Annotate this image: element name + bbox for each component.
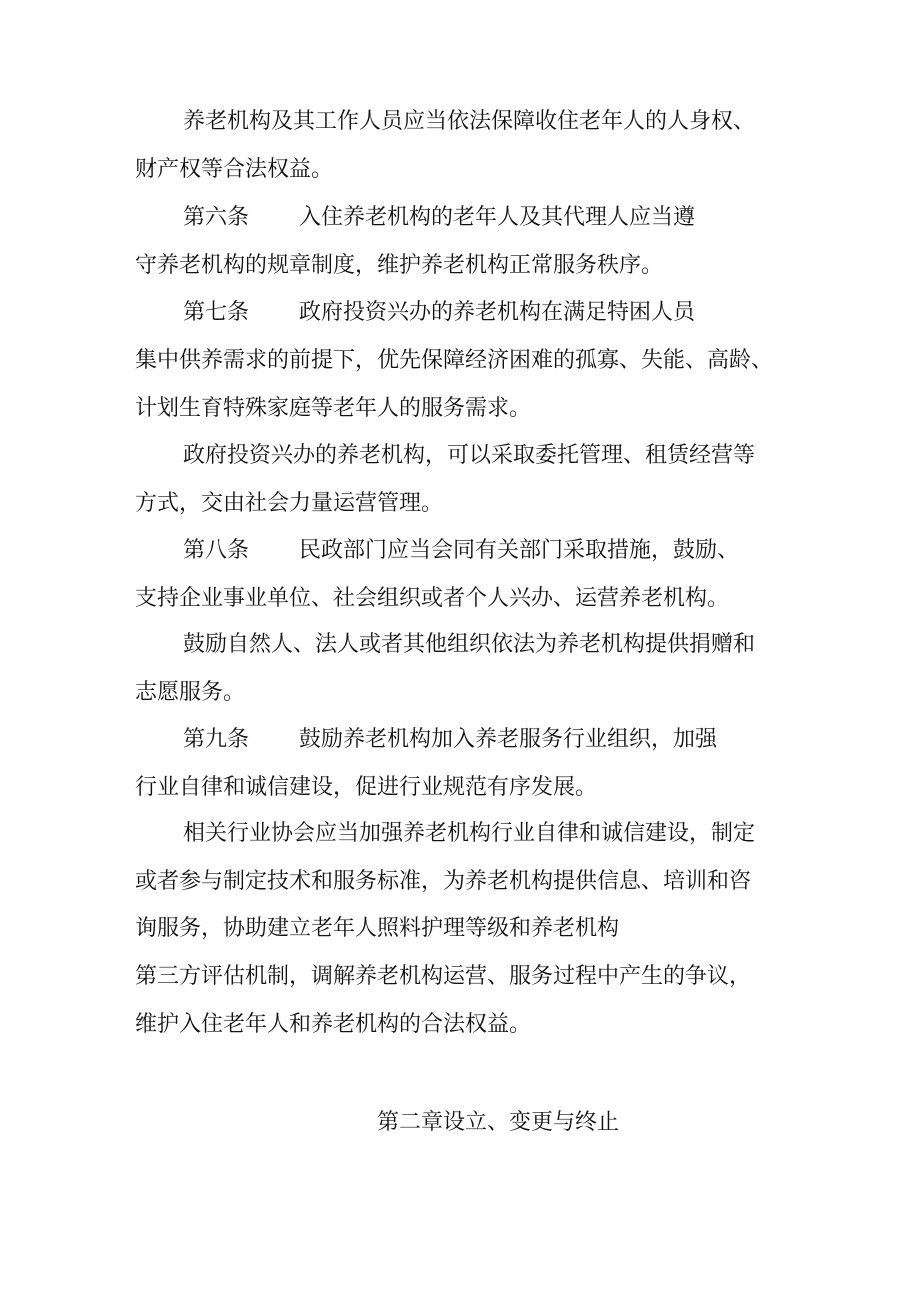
paragraph-line: 第三方评估机制，调解养老机构运营、服务过程中产生的争议， <box>135 964 752 989</box>
paragraph-line: 或者参与制定技术和服务标准，为养老机构提供信息、培训和咨 <box>135 869 752 894</box>
article-8-text: 民政部门应当会同有关部门采取措施，鼓励、 <box>299 538 740 563</box>
article-8-heading <box>183 536 739 566</box>
paragraph-line: 询服务，协助建立老年人照料护理等级和养老机构 <box>135 916 620 941</box>
article-9-number: 第九条 <box>183 727 250 752</box>
paragraph-line: 养老机构及其工作人员应当依法保障收住老年人的人身权、 <box>183 109 756 134</box>
article-8-number: 第八条 <box>183 538 250 563</box>
paragraph-line: 鼓励自然人、法人或者其他组织依法为养老机构提供捐赠和 <box>183 632 756 657</box>
paragraph-line: 政府投资兴办的养老机构，可以采取委托管理、租赁经营等 <box>183 443 756 468</box>
article-7-heading <box>183 298 695 328</box>
article-9-text: 鼓励养老机构加入养老服务行业组织，加强 <box>299 727 718 752</box>
paragraph-line: 维护入住老年人和养老机构的合法权益。 <box>135 1012 532 1037</box>
paragraph-line: 守养老机构的规章制度，维护养老机构正常服务秩序。 <box>135 253 664 278</box>
paragraph-line: 方式，交由社会力量运营管理。 <box>135 491 444 516</box>
article-6-text: 入住养老机构的老年人及其代理人应当遵 <box>299 205 696 230</box>
paragraph-line: 财产权等合法权益。 <box>135 157 334 182</box>
article-6-heading <box>183 203 695 233</box>
article-9-heading <box>183 725 717 755</box>
paragraph-line: 支持企业事业单位、社会组织或者个人兴办、运营养老机构。 <box>135 586 730 611</box>
paragraph-line: 行业自律和诚信建设，促进行业规范有序发展。 <box>135 775 598 800</box>
article-7-text: 政府投资兴办的养老机构在满足特困人员 <box>299 300 696 325</box>
article-7-number: 第七条 <box>183 300 250 325</box>
paragraph-line: 计划生育特殊家庭等老年人的服务需求。 <box>135 396 532 421</box>
chapter-title: 第二章设立、变更与终止 <box>377 1110 620 1135</box>
paragraph-line: 集中供养需求的前提下，优先保障经济困难的孤寡、失能、高龄、 <box>135 348 774 373</box>
paragraph-line: 相关行业协会应当加强养老机构行业自律和诚信建设，制定 <box>183 821 756 846</box>
paragraph-line: 志愿服务。 <box>135 680 246 705</box>
article-6-number: 第六条 <box>183 205 250 230</box>
